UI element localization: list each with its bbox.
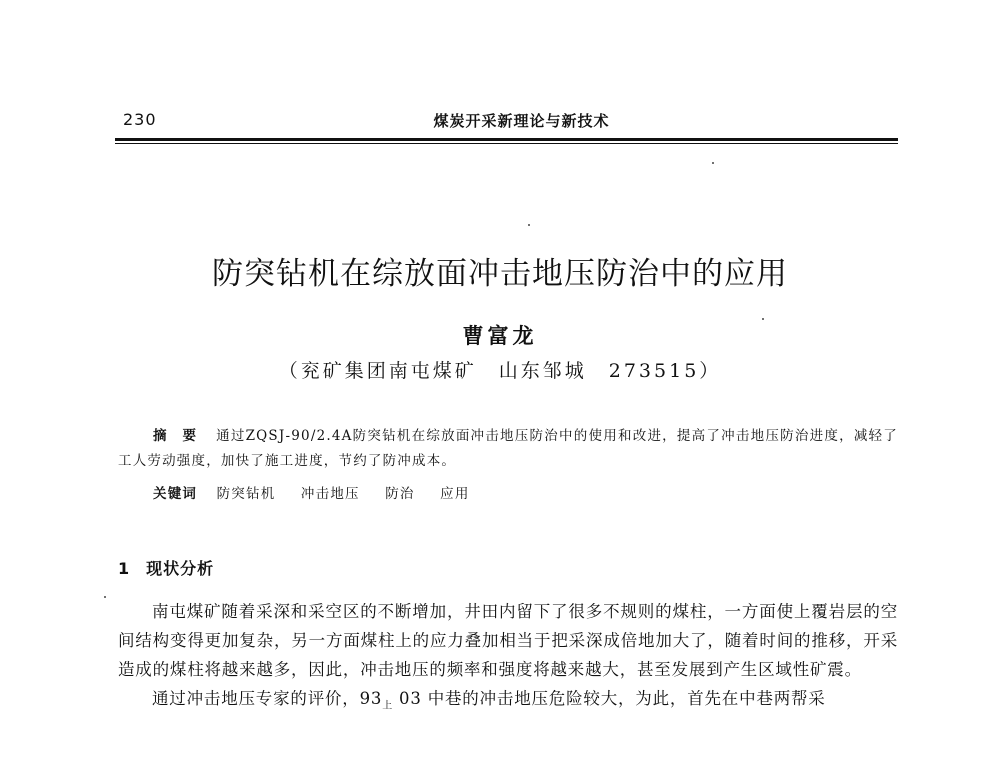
abstract-text: 通过ZQSJ-90/2.4A防突钻机在综放面冲击地压防治中的使用和改进，提高了冲击地压防治进度，减轻了工人劳动强度，加快了施工进度，节约了防冲成本。 <box>118 428 898 469</box>
affiliation-close-paren: ） <box>699 360 722 382</box>
keyword-item: 冲击地压 <box>300 486 360 502</box>
author-affiliation <box>0 356 1000 383</box>
keyword-item: 防突钻机 <box>216 486 276 502</box>
book-title: 煤炭开采新理论与新技术 <box>433 112 610 130</box>
scan-speck <box>712 162 714 164</box>
paragraph-2-rest: 03 中巷的冲击地压危险较大，为此，首先在中巷两帮采 <box>393 689 826 708</box>
author-name: 曹富龙 <box>462 323 538 348</box>
affiliation-open-paren: （ <box>278 360 301 382</box>
abstract <box>118 424 898 474</box>
paragraph-2-start: 通过冲击地压专家的评价，93 <box>152 689 383 708</box>
section-heading <box>118 556 214 579</box>
abstract-label: 摘要 <box>153 428 213 444</box>
affiliation-location: 山东邹城 <box>498 360 587 382</box>
keyword-item: 防治 <box>385 486 415 502</box>
affiliation-org: 兖矿集团南屯煤矿 <box>300 360 477 382</box>
keyword-item: 应用 <box>440 486 470 502</box>
scan-speck <box>104 596 106 598</box>
keywords <box>153 482 893 502</box>
running-header <box>115 106 898 136</box>
section-number: 1 <box>118 559 131 578</box>
keywords-label: 关键词 <box>153 486 198 502</box>
subscript-upper: 上 <box>382 700 394 712</box>
page-number: 230 <box>123 110 157 129</box>
section-title: 现状分析 <box>146 559 215 578</box>
header-rule-thin <box>115 143 898 144</box>
affiliation-postcode: 273515 <box>608 360 700 382</box>
body-text <box>118 597 898 720</box>
article-title: 防突钻机在综放面冲击地压防治中的应用 <box>212 256 788 292</box>
scan-speck <box>528 224 530 226</box>
header-rule-thick <box>115 138 898 141</box>
body-paragraph <box>118 684 898 720</box>
body-paragraph: 南屯煤矿随着采深和采空区的不断增加，井田内留下了很多不规则的煤柱，一方面使上覆岩层的空间结构变得更加复杂，另一方面煤柱上的应力叠加相当于把采深成倍地加大了，随着时间的推移，开采造成的煤柱将越来越多，因此，冲击地压的频率和强度将越来越大，甚至发展到产生区域性矿震。 <box>118 602 898 679</box>
